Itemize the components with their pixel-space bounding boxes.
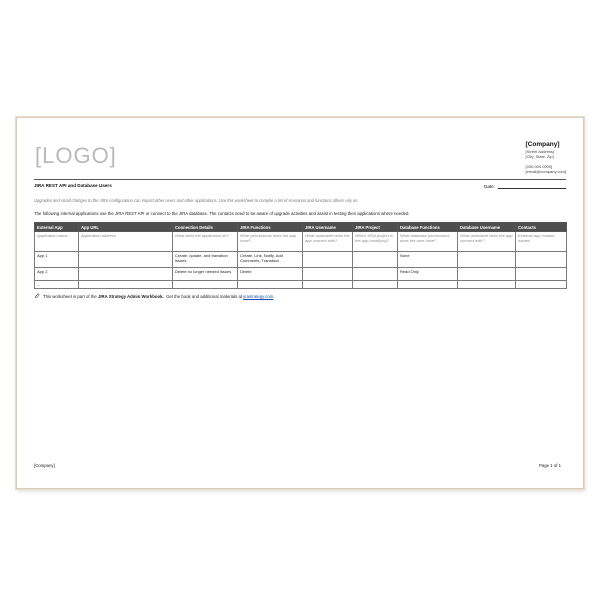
table-cell[interactable]: Delete xyxy=(238,268,303,281)
workbook-title: JIRA Strategy Admin Workbook. xyxy=(97,294,164,299)
col-header-jira-functions: JIRA Functions xyxy=(238,223,303,232)
table-cell[interactable] xyxy=(79,252,173,268)
col-header-external-app: External App xyxy=(35,223,79,232)
date-label: Date: xyxy=(484,184,495,189)
table-cell[interactable] xyxy=(303,281,353,289)
table-cell[interactable] xyxy=(353,252,398,268)
table-cell[interactable]: Create, update, and transition issues xyxy=(173,252,238,268)
col-header-contacts: Contacts xyxy=(516,223,567,232)
company-phone: [000.000.0000] xyxy=(525,164,553,169)
col-header-jira-project: JIRA Project xyxy=(353,223,398,232)
table-cell[interactable]: Application address xyxy=(79,232,173,252)
description-paragraph: The following internal applications use the JIRA REST API or connect to the JIRA database. The contacts need to be aware of upgrade activities and assist in testing their applications where needed. xyxy=(34,211,410,216)
note-middle: Get the book and additional materials at xyxy=(166,294,243,299)
intro-text: Upgrades and small changes to the JIRA configuration can impact other users and other applications. Use this worksheet to compile a list of scenarios and functions others rely on. xyxy=(34,198,359,203)
date-field[interactable] xyxy=(484,183,566,189)
note-suffix: . xyxy=(273,294,275,299)
table-cell[interactable] xyxy=(79,281,173,289)
table-hint-row xyxy=(35,232,567,252)
table-cell[interactable] xyxy=(238,281,303,289)
logo-placeholder: [LOGO] xyxy=(35,143,117,168)
table-cell[interactable]: What does the application do? xyxy=(173,232,238,252)
workbook-note xyxy=(34,293,274,300)
table-cell[interactable] xyxy=(516,281,567,289)
company-email: [email@company.com] xyxy=(525,169,566,174)
table-cell[interactable] xyxy=(353,268,398,281)
table-cell[interactable] xyxy=(458,252,516,268)
company-street: [Street Address] xyxy=(525,149,555,154)
table-cell[interactable]: None xyxy=(398,252,458,268)
table-header-row xyxy=(35,223,567,232)
table-cell[interactable] xyxy=(458,268,516,281)
document-title: JIRA REST API and Database Users xyxy=(34,183,112,188)
table-cell[interactable]: Delete no longer needed issues xyxy=(173,268,238,281)
header-divider xyxy=(34,179,566,180)
worksheet-page xyxy=(16,117,584,489)
table-cell[interactable]: What username does the app connect with? xyxy=(303,232,353,252)
col-header-jira-username: JIRA Username xyxy=(303,223,353,232)
table-cell[interactable] xyxy=(303,268,353,281)
table-cell[interactable]: What database permissions does the user have? xyxy=(398,232,458,252)
table-cell[interactable] xyxy=(516,268,567,281)
table-row xyxy=(35,252,567,268)
company-block xyxy=(526,141,566,174)
website-link[interactable]: jirastrategy.com xyxy=(243,294,274,299)
table-cell[interactable]: App 2 xyxy=(35,268,79,281)
table-cell[interactable] xyxy=(79,268,173,281)
table-cell[interactable]: Which JIRA project is the app modifying? xyxy=(353,232,398,252)
table-cell[interactable] xyxy=(173,281,238,289)
table-cell[interactable] xyxy=(353,281,398,289)
page-number: Page 1 of 1 xyxy=(539,463,561,468)
table-cell[interactable]: What username does the app connect with? xyxy=(458,232,516,252)
applications-table xyxy=(34,222,567,289)
date-input-line[interactable] xyxy=(498,183,566,189)
table-cell[interactable] xyxy=(303,252,353,268)
table-cell[interactable]: Create, Link, Notify, Add Comments, Transition xyxy=(238,252,303,268)
table-cell[interactable]: Application name xyxy=(35,232,79,252)
table-row xyxy=(35,268,567,281)
footer-company: [Company] xyxy=(34,463,55,468)
col-header-database-functions: Database Functions xyxy=(398,223,458,232)
table-cell[interactable]: What permissions does the app have? xyxy=(238,232,303,252)
col-header-app-url: App URL xyxy=(79,223,173,232)
table-cell[interactable]: App 1 xyxy=(35,252,79,268)
company-name: [Company] xyxy=(525,141,560,148)
note-prefix: This worksheet is part of the xyxy=(43,294,97,299)
col-header-database-username: Database Username xyxy=(458,223,516,232)
table-cell[interactable] xyxy=(458,281,516,289)
table-row xyxy=(35,281,567,289)
col-header-connection-details: Connection Details xyxy=(173,223,238,232)
table-cell[interactable]: Read Only xyxy=(398,268,458,281)
table-cell[interactable]: External app contact names xyxy=(516,232,567,252)
table-cell[interactable]: ... xyxy=(35,281,79,289)
company-city: [City, State, Zip] xyxy=(525,154,554,159)
table-cell[interactable] xyxy=(398,281,458,289)
table-cell[interactable] xyxy=(516,252,567,268)
paperclip-icon xyxy=(34,293,40,300)
